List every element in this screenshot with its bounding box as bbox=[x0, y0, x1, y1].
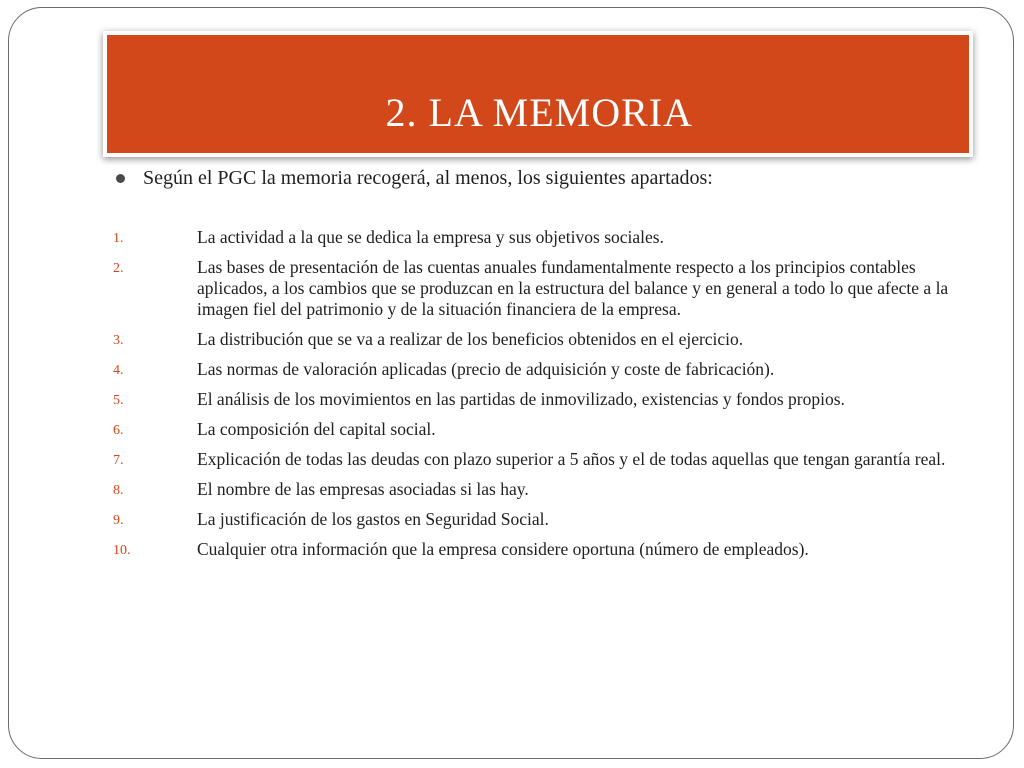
list-item-number: 10. bbox=[113, 543, 131, 558]
list-item-text: Explicación de todas las deudas con plazo superior a 5 años y el de todas aquellas que tengan garantía real. bbox=[197, 449, 946, 469]
list-item-text: La actividad a la que se dedica la empresa y sus objetivos sociales. bbox=[197, 227, 664, 247]
bullet-icon bbox=[116, 174, 125, 183]
list-item bbox=[100, 509, 980, 530]
list-item-text: El análisis de los movimientos en las partidas de inmovilizado, existencias y fondos propios. bbox=[197, 389, 845, 409]
list-item-number: 9. bbox=[113, 513, 124, 528]
list-item-text: La justificación de los gastos en Seguridad Social. bbox=[197, 509, 549, 529]
list-item-text: La composición del capital social. bbox=[197, 419, 436, 439]
list-item-text: Las normas de valoración aplicadas (precio de adquisición y coste de fabricación). bbox=[197, 359, 775, 379]
list-item bbox=[100, 227, 980, 248]
list-item-text: Cualquier otra información que la empresa considere oportuna (número de empleados). bbox=[197, 539, 809, 559]
list-item-number: 3. bbox=[113, 333, 124, 348]
list-item bbox=[100, 257, 980, 320]
list-item bbox=[100, 539, 980, 560]
list-item bbox=[100, 449, 980, 470]
list-item bbox=[100, 329, 980, 350]
list-item bbox=[100, 389, 980, 410]
list-item-text: El nombre de las empresas asociadas si las hay. bbox=[197, 479, 529, 499]
list-item-number: 8. bbox=[113, 483, 124, 498]
intro-text: Según el PGC la memoria recogerá, al menos, los siguientes apartados: bbox=[143, 167, 713, 189]
list-item bbox=[100, 479, 980, 500]
list-item bbox=[100, 359, 980, 380]
list-item-number: 4. bbox=[113, 363, 124, 378]
list-item-text: Las bases de presentación de las cuentas anuales fundamentalmente respecto a los principios contables aplicados, a los cambios que se produzcan en la estructura del balance y en general a todo lo que afecte a la imagen fiel del patrimonio y de la situación financiera de la empresa. bbox=[197, 257, 949, 319]
slide-title: 2. LA MEMORIA bbox=[385, 90, 693, 135]
list-item-number: 7. bbox=[113, 453, 124, 468]
list-item-number: 1. bbox=[113, 231, 124, 246]
memoria-sections-list bbox=[100, 227, 980, 569]
list-item-text: La distribución que se va a realizar de los beneficios obtenidos en el ejercicio. bbox=[197, 329, 744, 349]
list-item-number: 5. bbox=[113, 393, 124, 408]
title-banner bbox=[103, 31, 973, 157]
list-item bbox=[100, 419, 980, 440]
list-item-number: 6. bbox=[113, 423, 124, 438]
list-item-number: 2. bbox=[113, 261, 124, 276]
